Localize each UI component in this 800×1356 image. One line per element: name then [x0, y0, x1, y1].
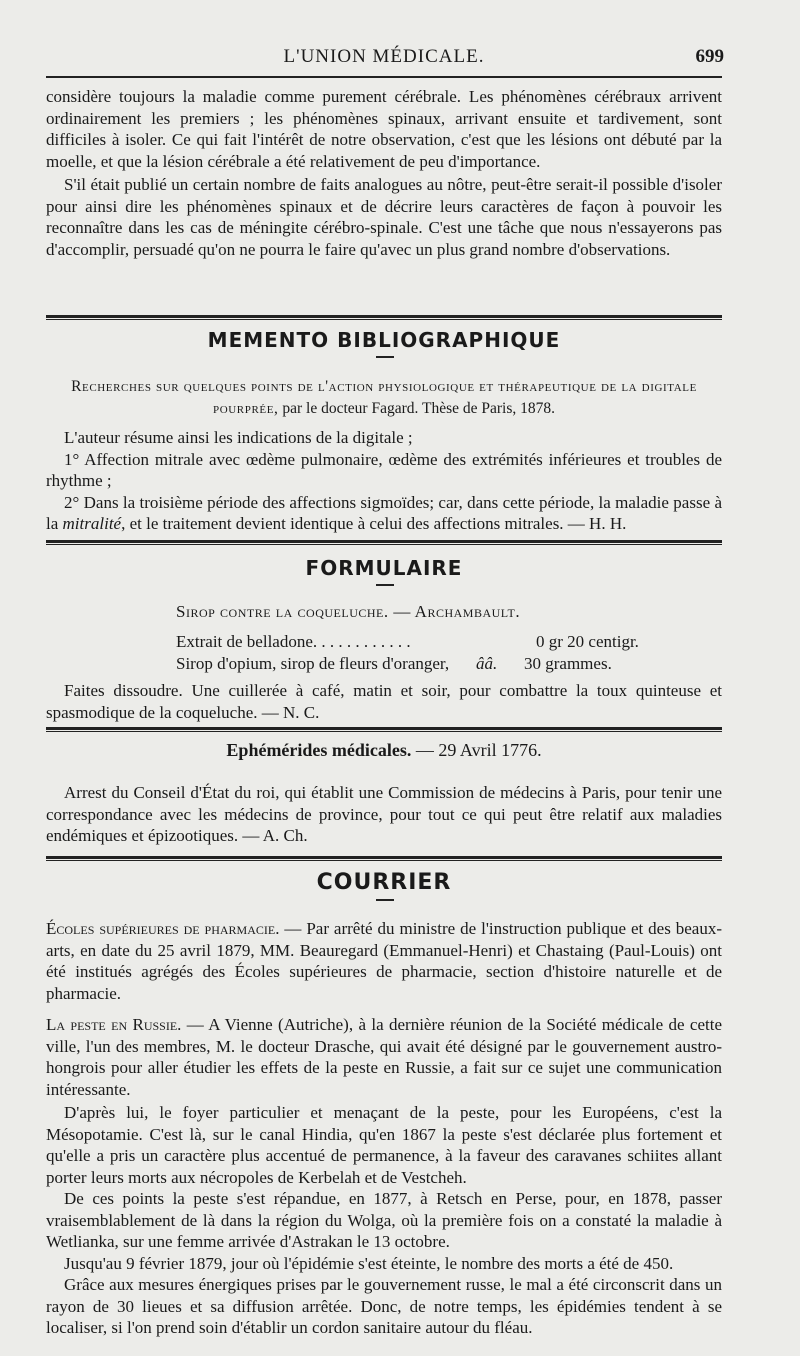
- running-head: [46, 40, 722, 80]
- recipe-line-2-abbrev: ââ.: [476, 654, 498, 673]
- courrier-paragraph-5: Jusqu'au 9 février 1879, jour où l'épidémie s'est éteinte, le nombre des morts a été de 450.: [64, 1253, 674, 1273]
- heading-underline: [376, 584, 394, 586]
- memento-item-2-emphasis: mitralité: [62, 514, 122, 533]
- courrier-text-2: — A Vienne (Autriche), à la dernière réunion de la Société médicale de cette ville, l'un des membres, M. le docteur Drasche, qui avait été désigné par le gouvernement austro-hongrois pour aller étudier les effets de la peste en Russie, a fait sur ce sujet une communication intéressante.: [46, 1015, 722, 1099]
- courrier-text-1: — Par arrêté du ministre de l'instruction publique et des beaux-arts, en date du 25 avril 1879, MM. Beauregard (Emmanuel-Henri) et Chastaing (Paul-Louis) ont été institués agrégés des Écoles supérieures de pharmacie, section d'histoire naturelle et de pharmacie.: [46, 919, 722, 1003]
- running-title: L'UNION MÉDICALE.: [283, 46, 485, 67]
- courrier-paragraph-6: Grâce aux mesures énergiques prises par le gouvernement russe, le mal a été circonscrit dans un rayon de 30 lieues et sa diffusion arrêtée. Donc, de notre temps, les épidémies tendent à se localiser, si l'on prend soin d'établir un cordon sanitaire autour du fléau.: [46, 1275, 722, 1337]
- formulaire-heading: FORMULAIRE: [305, 556, 463, 580]
- recipe-line-2-quantity: 30 grammes.: [524, 654, 612, 673]
- formulaire-instructions-block: [46, 680, 722, 723]
- courrier-heading: COURRIER: [316, 870, 452, 895]
- courrier-lead-2: La peste en Russie.: [46, 1015, 182, 1034]
- page-number: 699: [695, 46, 724, 67]
- intro-paragraph-2: S'il était publié un certain nombre de faits analogues au nôtre, peut-être serait-il possible d'isoler pour ainsi dire les phénomènes spinaux et de décrire leurs caractères de façon à pouvoir les reconnaître dans les cas de méningite cérébro-spinale. C'est une tâche que nous n'essayerons pas d'accomplir, persuadé qu'on ne pourra le faire qu'avec un plus grand nombre d'observations.: [46, 175, 722, 259]
- memento-intro: L'auteur résume ainsi les indications de la digitale ;: [64, 428, 413, 447]
- section-rule: [46, 540, 722, 545]
- section-rule: [46, 856, 722, 861]
- courrier-body: [46, 918, 722, 1339]
- recipe-line-1-name: Extrait de belladone. . . . . . . . . . . .: [176, 632, 411, 651]
- ephemerides-body: [46, 782, 722, 847]
- reference-title: Recherches sur quelques points de l'action physiologique et thérapeutique de la digitale pourprée,: [71, 378, 697, 417]
- bibliographic-reference: [46, 376, 722, 419]
- section-rule: [46, 727, 722, 732]
- memento-item-2: [46, 492, 722, 535]
- memento-item-2-start: 2° Dans la troisième période des affections sigmoïdes; car, dans cette période, la maladie passe à la: [46, 492, 722, 533]
- header-rule: [46, 76, 722, 78]
- ephemerides-date: — 29 Avril 1776.: [411, 740, 542, 760]
- section-rule: [46, 315, 722, 320]
- memento-item-2-end: , et le traitement devient identique à celui des affections mitrales. — H. H.: [121, 514, 627, 533]
- ephemerides-heading: [46, 740, 722, 761]
- memento-heading: MEMENTO BIBLIOGRAPHIQUE: [207, 328, 561, 352]
- reference-author: par le docteur Fagard. Thèse de Paris, 1878.: [278, 399, 555, 417]
- heading-underline: [376, 356, 394, 358]
- recipe-title: Sirop contre la coqueluche. — Archambault.: [176, 602, 521, 621]
- heading-underline: [376, 899, 394, 901]
- recipe-line-2-name: Sirop d'opium, sirop de fleurs d'oranger,: [176, 654, 450, 673]
- recipe-instructions: Faites dissoudre. Une cuillerée à café, matin et soir, pour combattre la toux quinteuse et spasmodique de la coqueluche. — N. C.: [46, 681, 722, 722]
- memento-body: [46, 376, 722, 535]
- intro-text: [46, 86, 722, 260]
- ephemerides-title: Ephémérides médicales.: [226, 740, 412, 760]
- courrier-paragraph-4: De ces points la peste s'est répandue, en 1877, à Retsch en Perse, pour, en 1878, passer vraisemblablement de là dans la région du Wolga, où la première fois on a constaté la maladie à Wetlianka, sur une femme arrivée d'Astrakan le 13 octobre.: [46, 1189, 722, 1251]
- courrier-paragraph-3: D'après lui, le foyer particulier et menaçant de la peste, pour les Européens, c'est la Mésopotamie. C'est là, sur le canal Hindia, qu'en 1867 la peste s'est déclarée plus fortement et qu'elle a pris un caractère plus accentué de permanence, à la faveur des caravanes schiites allant porter leurs morts aux nécropoles de Kerbelah et de Vestcheh.: [46, 1103, 722, 1187]
- ephemerides-text: Arrest du Conseil d'État du roi, qui établit une Commission de médecins à Paris, pour tenir une correspondance avec les médecins de province, pour tout ce qui peut être relatif aux maladies endémiques et épizootiques. — A. Ch.: [46, 783, 722, 845]
- intro-paragraph-1: considère toujours la maladie comme purement cérébrale. Les phénomènes cérébraux arrivent ordinairement les premiers ; les phénomènes spinaux, arrivant ensuite et tardivement, sont difficiles à isoler. Ce qui fait l'intérêt de notre observation, c'est que les lésions ont débuté par la moelle, et que la lésion cérébrale a été relativement de peu d'importance.: [46, 87, 722, 171]
- memento-item-1: 1° Affection mitrale avec œdème pulmonaire, œdème des extrémités inférieures et troubles de rhythme ;: [46, 449, 722, 490]
- courrier-paragraph-1: [46, 918, 722, 1004]
- courrier-lead-1: Écoles supérieures de pharmacie.: [46, 919, 280, 938]
- courrier-paragraph-2: [46, 1014, 722, 1100]
- recipe-line-1-quantity: 0 gr 20 centigr.: [536, 632, 639, 651]
